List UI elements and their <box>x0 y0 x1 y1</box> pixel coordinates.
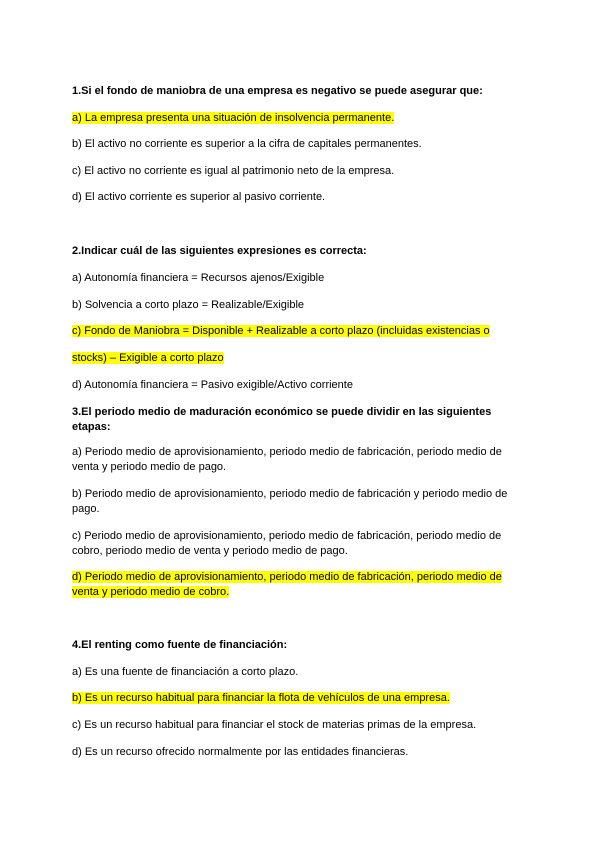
question-2-title: 2.Indicar cuál de las siguientes expresiones es correcta: <box>72 245 367 257</box>
question-2-option-a: a) Autonomía financiera = Recursos ajenos/Exigible <box>72 272 325 284</box>
question-3-option-b: b) Periodo medio de aprovisionamiento, periodo medio de fabricación y periodo medio de pago. <box>72 488 508 515</box>
question-1-option-c: c) El activo no corriente es igual al patrimonio neto de la empresa. <box>72 165 395 177</box>
answer-highlight: b) Es un recurso habitual para financiar la flota de vehículos de una empresa. <box>72 692 450 704</box>
question-3-option-a: a) Periodo medio de aprovisionamiento, periodo medio de fabricación, periodo medio de venta y periodo medio de pago. <box>72 446 502 473</box>
question-3-option-d <box>72 570 522 600</box>
question-1-option-d: d) El activo corriente es superior al pasivo corriente. <box>72 191 326 203</box>
question-4-option-c: c) Es un recurso habitual para financiar el stock de materias primas de la empresa. <box>72 719 477 731</box>
answer-highlight: c) Fondo de Maniobra = Disponible + Realizable a corto plazo (incluidas existencias o <box>72 325 490 337</box>
question-2-option-b: b) Solvencia a corto plazo = Realizable/Exigible <box>72 299 305 311</box>
question-4-option-d: d) Es un recurso ofrecido normalmente por las entidades financieras. <box>72 746 409 758</box>
answer-highlight: a) La empresa presenta una situación de insolvencia permanente. <box>72 112 395 124</box>
answer-highlight: stocks) – Exigible a corto plazo <box>72 352 224 364</box>
question-2-option-c <box>72 324 532 339</box>
question-1-option-a <box>72 111 532 126</box>
question-4-option-b <box>72 691 532 706</box>
question-3-option-c: c) Periodo medio de aprovisionamiento, periodo medio de fabricación, periodo medio de cobro, periodo medio de venta y periodo medio de pago. <box>72 530 502 557</box>
question-1-title: 1.Si el fondo de maniobra de una empresa es negativo se puede asegurar que: <box>72 85 483 97</box>
question-2-option-c-continued <box>72 351 532 366</box>
question-4-title: 4.El renting como fuente de financiación: <box>72 639 288 651</box>
question-4-option-a: a) Es una fuente de financiación a corto plazo. <box>72 666 299 678</box>
answer-highlight: d) Periodo medio de aprovisionamiento, periodo medio de fabricación, periodo medio de venta y periodo medio de cobro. <box>72 571 502 598</box>
question-3-title: 3.El periodo medio de maduración económico se puede dividir en las siguientes etapas: <box>72 406 492 433</box>
question-1-option-b: b) El activo no corriente es superior a la cifra de capitales permanentes. <box>72 138 422 150</box>
question-2-option-d: d) Autonomía financiera = Pasivo exigible/Activo corriente <box>72 379 353 391</box>
